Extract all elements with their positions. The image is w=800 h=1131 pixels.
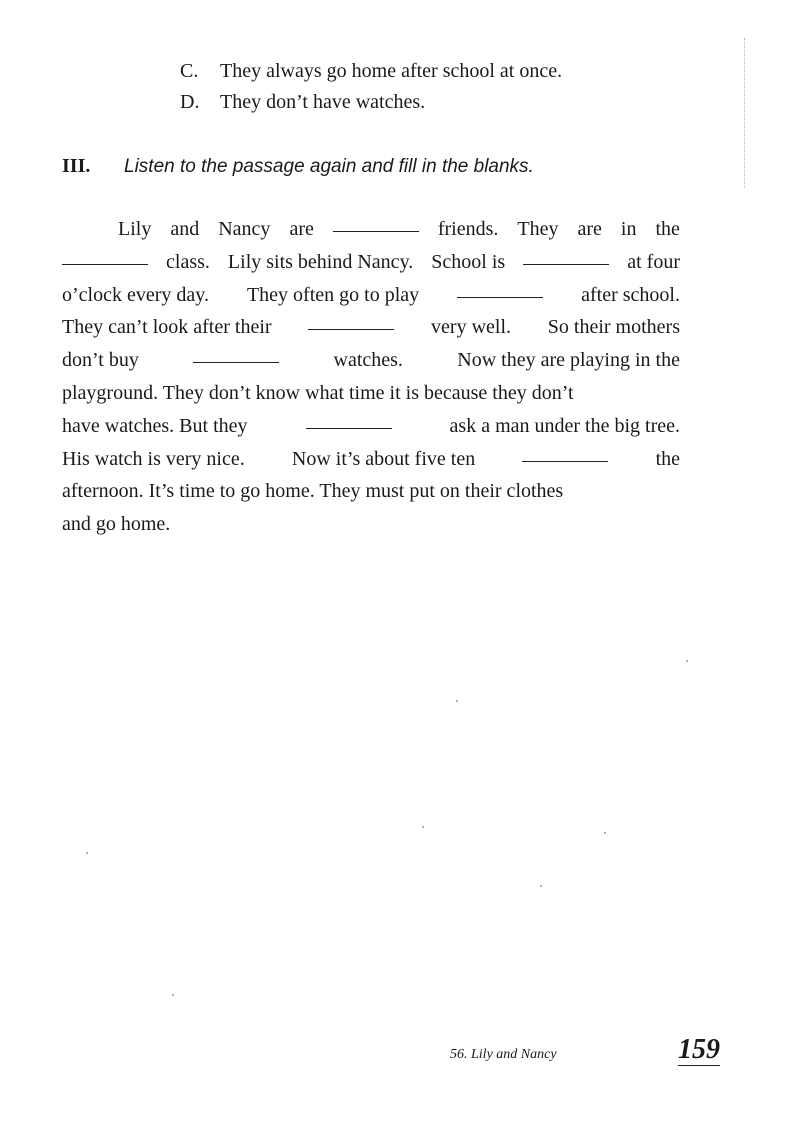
scan-speck — [456, 700, 458, 702]
phrase: have watches. But they — [62, 414, 248, 437]
phrase: School is — [431, 250, 506, 273]
word: friends. — [437, 218, 499, 240]
phrase: They can’t look after their — [62, 316, 272, 339]
scan-speck — [422, 826, 424, 828]
scan-speck — [604, 832, 606, 834]
passage-line-1 — [62, 213, 680, 246]
scan-speck — [686, 660, 688, 662]
phrase: after school. — [581, 283, 680, 306]
blank-8[interactable] — [522, 443, 608, 462]
section-numeral: III. — [62, 155, 91, 177]
scan-margin-rule — [744, 38, 746, 188]
passage-line-4 — [62, 311, 680, 344]
word: and — [170, 218, 200, 240]
answer-options — [180, 56, 562, 118]
phrase: Now it’s about five ten — [291, 447, 476, 470]
option-letter: D. — [180, 91, 200, 113]
phrase: o’clock every day. — [62, 283, 209, 306]
passage-line-6 — [62, 377, 680, 410]
word: They — [517, 218, 559, 240]
passage-line-7 — [62, 410, 680, 443]
phrase: at four — [627, 250, 680, 273]
word: are — [289, 218, 314, 240]
scan-speck — [86, 852, 88, 854]
blank-7[interactable] — [306, 410, 392, 429]
phrase: watches. — [333, 349, 403, 372]
phrase: So their mothers — [547, 316, 680, 339]
scan-speck — [172, 994, 174, 996]
option-text: They don’t have watches. — [220, 91, 426, 113]
section-instruction: Listen to the passage again and fill in the blanks. — [124, 156, 534, 177]
passage-line-8 — [62, 443, 680, 476]
section-heading — [62, 155, 534, 178]
phrase: don’t buy — [62, 349, 139, 372]
phrase: playground. They don’t know what time it is because they don’t — [62, 381, 574, 404]
blank-3[interactable] — [523, 246, 609, 265]
option-letter: C. — [180, 60, 199, 82]
option-text: They always go home after school at once. — [220, 60, 563, 82]
word: Nancy — [218, 218, 271, 240]
passage-line-9 — [62, 475, 680, 508]
blank-1[interactable] — [333, 213, 419, 232]
passage-line-3 — [62, 279, 680, 312]
word: are — [577, 218, 602, 240]
word: Lily — [118, 218, 152, 240]
phrase: They often go to play — [246, 283, 420, 306]
lesson-title: 56. Lily and Nancy — [450, 1047, 557, 1062]
phrase: class. — [166, 250, 210, 273]
passage-line-5 — [62, 344, 680, 377]
word: in — [620, 218, 637, 240]
phrase: and go home. — [62, 513, 171, 536]
blank-6[interactable] — [193, 344, 279, 363]
option-d — [180, 87, 562, 118]
page-number: 159 — [678, 1034, 720, 1065]
blank-5[interactable] — [308, 311, 394, 330]
phrase: the — [655, 447, 680, 470]
page-footer — [450, 1045, 557, 1063]
phrase: very well. — [431, 316, 512, 339]
passage-line-2 — [62, 246, 680, 279]
phrase: Lily sits behind Nancy. — [227, 250, 414, 273]
phrase: His watch is very nice. — [62, 447, 245, 470]
phrase: afternoon. It’s time to go home. They must put on their clothes — [62, 480, 564, 503]
passage-line-10 — [62, 508, 680, 541]
word: the — [655, 218, 680, 240]
option-c — [180, 56, 562, 87]
scan-speck — [540, 885, 542, 887]
blank-2[interactable] — [62, 246, 148, 265]
phrase: ask a man under the big tree. — [449, 414, 680, 437]
passage — [62, 213, 680, 541]
phrase: Now they are playing in the — [457, 349, 680, 372]
blank-4[interactable] — [457, 279, 543, 298]
